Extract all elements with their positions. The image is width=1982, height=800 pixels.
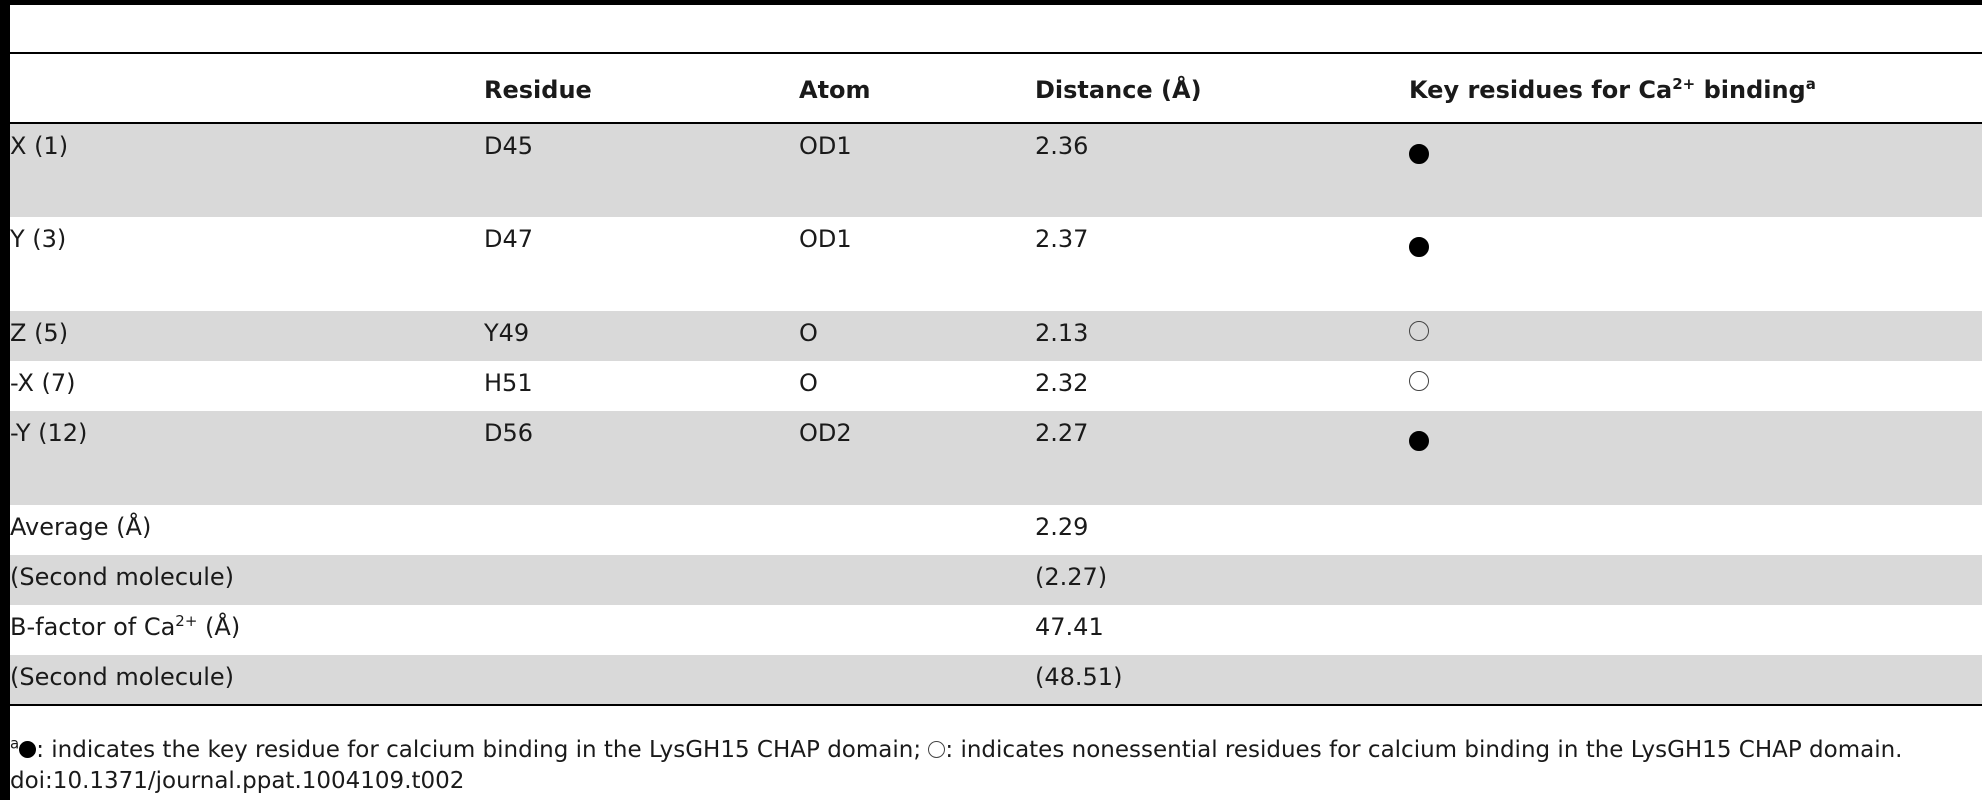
cell-average-value: 2.29 <box>1035 513 1089 541</box>
filled-circle-icon <box>19 741 36 758</box>
filled-circle-icon <box>1409 144 1429 164</box>
open-circle-icon <box>928 741 945 758</box>
table-row-bfactor <box>10 605 1982 655</box>
filled-circle-icon <box>1409 237 1429 257</box>
footnote-note-mark: a <box>10 734 20 753</box>
bfactor-label-prefix: B-factor of Ca <box>10 613 176 641</box>
top-border <box>10 0 1982 5</box>
cell-atom: O <box>799 369 818 397</box>
table-row <box>10 411 1982 505</box>
footnote-filled-text: : indicates the key residue for calcium binding in the LysGH15 CHAP domain; <box>36 737 929 763</box>
footnote-open-text: : indicates nonessential residues for calcium binding in the LysGH15 CHAP domain. <box>945 737 1903 763</box>
table-footnote <box>10 735 1982 797</box>
left-border <box>0 0 10 800</box>
cell-atom: OD1 <box>799 132 852 160</box>
cell-distance: 2.32 <box>1035 369 1089 397</box>
data-table-container <box>10 52 1982 706</box>
filled-circle-icon <box>1409 431 1429 451</box>
header-key-residues <box>1409 53 1982 123</box>
header-key-suffix: binding <box>1695 76 1806 104</box>
cell-residue: D47 <box>484 225 534 253</box>
open-circle-icon <box>1409 321 1429 341</box>
table-row <box>10 217 1982 311</box>
header-distance: Distance (Å) <box>1035 76 1202 104</box>
header-key-note: a <box>1805 75 1816 93</box>
cell-residue: H51 <box>484 369 533 397</box>
footnote-legend <box>10 735 1982 766</box>
cell-distance: 2.36 <box>1035 132 1089 160</box>
cell-bfactor-second-value: (48.51) <box>1035 663 1123 691</box>
cell-atom: OD1 <box>799 225 852 253</box>
bfactor-label-sup: 2+ <box>175 612 198 630</box>
table-header-row <box>10 53 1982 123</box>
header-key-prefix: Key residues for Ca <box>1409 76 1673 104</box>
cell-key <box>1409 217 1982 311</box>
table-row-average-second <box>10 555 1982 605</box>
cell-key <box>1409 361 1982 411</box>
cell-position: Z (5) <box>10 319 69 347</box>
open-circle-icon <box>1409 371 1429 391</box>
cell-position: -X (7) <box>10 369 76 397</box>
header-residue: Residue <box>484 76 592 104</box>
cell-bfactor-second-label: (Second molecule) <box>10 663 235 691</box>
cell-average-label: Average (Å) <box>10 513 152 541</box>
cell-position: Y (3) <box>10 225 67 253</box>
cell-key <box>1409 311 1982 361</box>
cell-bfactor-label <box>10 605 484 655</box>
header-key-sup: 2+ <box>1672 75 1696 93</box>
table-row <box>10 361 1982 411</box>
cell-atom: OD2 <box>799 419 852 447</box>
cell-average-second-label: (Second molecule) <box>10 563 235 591</box>
cell-key <box>1409 123 1982 217</box>
cell-bfactor-value: 47.41 <box>1035 613 1104 641</box>
cell-position: X (1) <box>10 132 69 160</box>
table-row-bfactor-second <box>10 655 1982 705</box>
table-row <box>10 311 1982 361</box>
cell-distance: 2.37 <box>1035 225 1089 253</box>
header-position <box>10 53 484 123</box>
cell-residue: D56 <box>484 419 534 447</box>
footnote-doi: doi:10.1371/journal.ppat.1004109.t002 <box>10 768 465 794</box>
table-row-average <box>10 505 1982 555</box>
cell-average-second-value: (2.27) <box>1035 563 1108 591</box>
cell-residue: Y49 <box>484 319 530 347</box>
calcium-binding-table <box>10 52 1982 706</box>
cell-atom: O <box>799 319 818 347</box>
cell-distance: 2.13 <box>1035 319 1089 347</box>
cell-key <box>1409 411 1982 505</box>
bfactor-label-suffix: (Å) <box>197 613 241 641</box>
cell-residue: D45 <box>484 132 534 160</box>
cell-distance: 2.27 <box>1035 419 1089 447</box>
table-row <box>10 123 1982 217</box>
cell-position: -Y (12) <box>10 419 88 447</box>
header-atom: Atom <box>799 76 871 104</box>
